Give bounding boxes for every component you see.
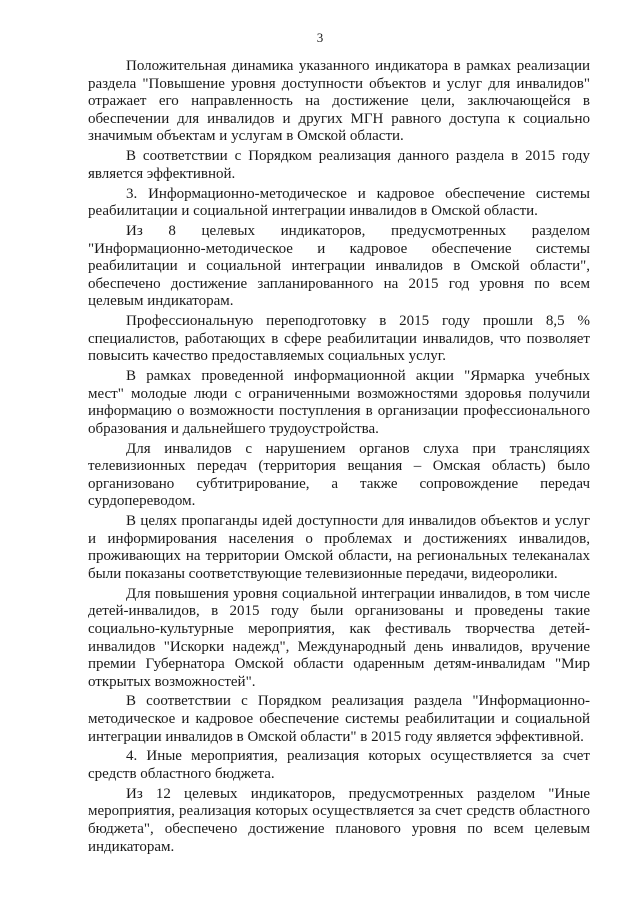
paragraph: Для инвалидов с нарушением органов слуха при трансляциях телевизионных передач (территория вещания – Омская область) было организовано субтитрирование, а также сопровождение передач сурдопереводом. [88, 440, 590, 510]
paragraph: В соответствии с Порядком реализация раздела "Информационно-методическое и кадровое обеспечение системы реабилитации и социальной интеграции инвалидов в Омской области" в 2015 году является эффективной. [88, 693, 590, 745]
paragraph: В целях пропаганды идей доступности для инвалидов объектов и услуг и информирования населения о проблемах и достижениях инвалидов, проживающих на территории Омской области, на региональных телеканалах были показаны соответствующие телевизионные передачи, видеоролики. [88, 513, 590, 582]
paragraph: В рамках проведенной информационной акции "Ярмарка учебных мест" молодые люди с ограниченными возможностями здоровья получили информацию о возможности поступления в организации профессионального образования и дальнейшего трудоустройства. [88, 368, 590, 437]
section-heading: 3. Информационно-методическое и кадровое обеспечение системы реабилитации и социальной интеграции инвалидов в Омской области. [88, 185, 590, 220]
document-body [88, 58, 590, 858]
page-number: 3 [316, 30, 324, 45]
paragraph: Из 8 целевых индикаторов, предусмотренных разделом "Информационно-методическое и кадровое обеспечение системы реабилитации и социальной интеграции инвалидов в Омской области", обеспечено достижение запланированного на 2015 год уровня по всем целевым индикаторам. [88, 222, 590, 310]
paragraph: В соответствии с Порядком реализация данного раздела в 2015 году является эффективной. [88, 148, 590, 182]
paragraph: Профессиональную переподготовку в 2015 году прошли 8,5 % специалистов, работающих в сфере реабилитации инвалидов, что позволяет повысить качество предоставляемых социальных услуг. [88, 313, 590, 365]
paragraph: Для повышения уровня социальной интеграции инвалидов, в том числе детей-инвалидов, в 2015 году были организованы и проведены такие социально-культурные мероприятия, как фестиваль творчества детей-инвалидов "Искорки надежд", Международный день инвалидов, вручение премии Губернатора Омской области одаренным детям-инвалидам "Мир открытых возможностей". [88, 585, 590, 690]
paragraph: Из 12 целевых индикаторов, предусмотренных разделом "Иные мероприятия, реализация которых осуществляется за счет средств областного бюджета", обеспечено достижение планового уровня по всем целевым индикаторам. [88, 785, 590, 855]
section-heading: 4. Иные мероприятия, реализация которых осуществляется за счет средств областного бюджета. [88, 748, 590, 783]
paragraph: Положительная динамика указанного индикатора в рамках реализации раздела "Повышение уровня доступности объектов и услуг для инвалидов" отражает его направленность на достижение цели, заключающейся в обеспечении для инвалидов и других МГН равного доступа к социально значимым объектам и услугам в Омской области. [88, 58, 590, 145]
